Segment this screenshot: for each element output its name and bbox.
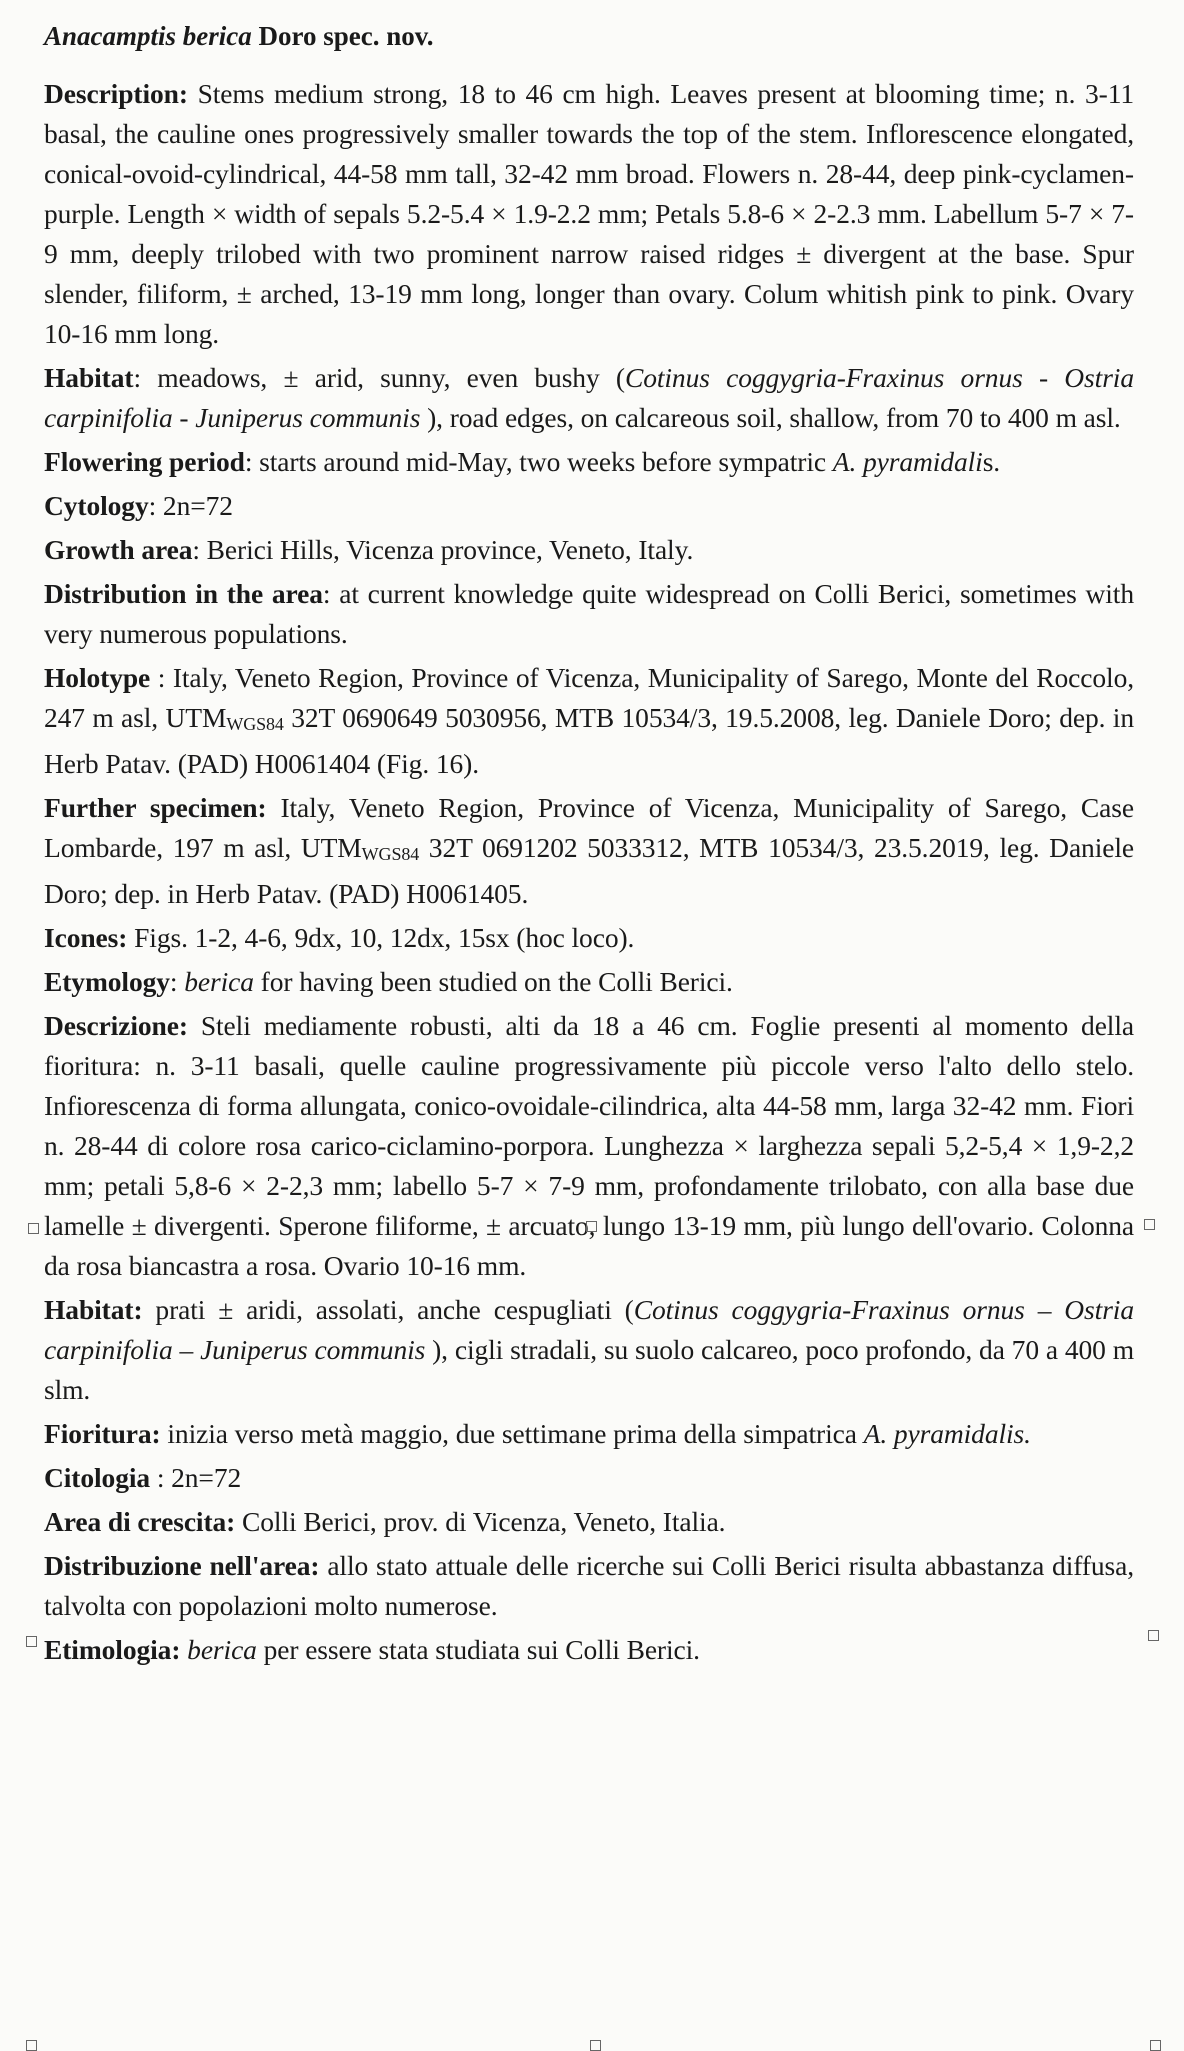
flowering-label: Flowering period <box>44 446 245 477</box>
etimologia-label: Etimologia: <box>44 1634 181 1665</box>
cytology-paragraph <box>44 486 1134 526</box>
holotype-label: Holotype <box>44 662 151 693</box>
anchor-marker <box>590 2040 601 2051</box>
anchor-marker <box>26 2040 37 2051</box>
habitat-it-text-post: ), cigli stradali, su suolo calcareo, poco profondo, da 70 a 400 m slm. <box>44 1334 1134 1405</box>
growth-area-label: Growth area <box>44 534 193 565</box>
distribuzione-label: Distribuzione nell'area: <box>44 1550 320 1581</box>
habitat-text-pre: : meadows, ± arid, sunny, even bushy ( <box>133 362 625 393</box>
etymology-text-post: for having been studied on the Colli Berici. <box>253 966 733 997</box>
distribuzione-paragraph <box>44 1546 1134 1626</box>
holotype-utm-subscript: WGS84 <box>226 714 284 734</box>
distribution-text: : at current knowledge quite widespread on Colli Berici, sometimes with very numerous populations. <box>44 578 1134 649</box>
descrizione-text: Steli mediamente robusti, alti da 18 a 46 cm. Foglie presenti al momento della fioritura: n. 3-11 basali, quelle cauline progressivamente più piccole verso l'alto dello stelo. Infiorescenza di forma allungata, conico-ovoidale-cilindrica, alta 44-58 mm, larga 32-42 mm. Fiori n. 28-44 di colore rosa carico-ciclamino-porpora. Lunghezza × larghezza sepali 5,2-5,4 × 1,9-2,2 mm; petali 5,8-6 × 2-2,3 mm; labello 5-7 × 7-9 mm, profondamente trilobato, con alla base due lamelle ± divergenti. Sperone filiforme, ± arcuato, lungo 13-19 mm, più lungo dell'ovario. Colonna da rosa biancastra a rosa. Ovario 10-16 mm. <box>44 1010 1134 1281</box>
icones-label: Icones: <box>44 922 128 953</box>
area-crescita-text: Colli Berici, prov. di Vicenza, Veneto, Italia. <box>235 1506 726 1537</box>
further-specimen-label: Further specimen: <box>44 792 267 823</box>
habitat-paragraph <box>44 358 1134 438</box>
growth-area-text: : Berici Hills, Vicenza province, Veneto, Italy. <box>192 534 694 565</box>
etimologia-text-post: per essere stata studiata sui Colli Berici. <box>256 1634 700 1665</box>
description-paragraph <box>44 74 1134 354</box>
title-species-name: Anacamptis berica <box>44 21 252 51</box>
descrizione-paragraph <box>44 1006 1134 1286</box>
holotype-text-post: 32T 0690649 5030956, MTB 10534/3, 19.5.2008, leg. Daniele Doro; dep. in Herb Patav. (PAD) H0061404 (Fig. 16). <box>44 702 1134 779</box>
habitat-it-paragraph <box>44 1290 1134 1410</box>
cytology-label: Cytology <box>44 490 149 521</box>
habitat-text-post: ), road edges, on calcareous soil, shallow, from 70 to 400 m asl. <box>420 402 1121 433</box>
citologia-text: : 2n=72 <box>150 1462 242 1493</box>
description-text: Stems medium strong, 18 to 46 cm high. Leaves present at blooming time; n. 3-11 basal, the cauline ones progressively smaller towards the top of the stem. Inflorescence elongated, conical-ovoid-cylindrical, 44-58 mm tall, 32-42 mm broad. Flowers n. 28-44, deep pink-cyclamen-purple. Length × width of sepals 5.2-5.4 × 1.9-2.2 mm; Petals 5.8-6 × 2-2.3 mm. Labellum 5-7 × 7-9 mm, deeply trilobed with two prominent narrow raised ridges ± divergent at the base. Spur slender, filiform, ± arched, 13-19 mm long, longer than ovary. Colum whitish pink to pink. Ovary 10-16 mm long. <box>44 78 1134 349</box>
cytology-text: : 2n=72 <box>148 490 233 521</box>
citologia-paragraph <box>44 1458 1134 1498</box>
growth-area-paragraph <box>44 530 1134 570</box>
distribution-label: Distribution in the area <box>44 578 323 609</box>
etimologia-word: berica <box>187 1634 257 1665</box>
etymology-label: Etymology <box>44 966 170 997</box>
holotype-paragraph <box>44 658 1134 784</box>
descrizione-label: Descrizione: <box>44 1010 188 1041</box>
species-title <box>44 16 1134 56</box>
anchor-marker <box>586 1221 597 1232</box>
further-specimen-text-pre: Italy, Veneto Region, Province of Vicenza, Municipality of Sarego, Case Lombarde, 197 m asl, UTM <box>44 792 1134 863</box>
fioritura-paragraph <box>44 1414 1134 1454</box>
habitat-species: Cotinus coggygria-Fraxinus ornus - Ostria carpinifolia - Juniperus communis <box>44 362 1134 433</box>
flowering-tail: s. <box>982 446 1001 477</box>
area-crescita-paragraph <box>44 1502 1134 1542</box>
anchor-marker <box>1150 2040 1161 2051</box>
description-label: Description: <box>44 78 188 109</box>
etimologia-paragraph <box>44 1630 1134 1670</box>
etymology-paragraph <box>44 962 1134 1002</box>
distribuzione-text: allo stato attuale delle ricerche sui Colli Berici risulta abbastanza diffusa, talvolta con popolazioni molto numerose. <box>44 1550 1134 1621</box>
holotype-text-pre: : Italy, Veneto Region, Province of Vicenza, Municipality of Sarego, Monte del Roccolo, 247 m asl, UTM <box>44 662 1134 733</box>
etymology-text-pre: : <box>169 966 185 997</box>
fioritura-label: Fioritura: <box>44 1418 161 1449</box>
habitat-it-species: Cotinus coggygria-Fraxinus ornus – Ostria carpinifolia – Juniperus communis <box>44 1294 1134 1365</box>
citologia-label: Citologia <box>44 1462 151 1493</box>
flowering-paragraph <box>44 442 1134 482</box>
flowering-species: A. pyramidali <box>832 446 983 477</box>
further-specimen-utm-subscript: WGS84 <box>361 844 420 864</box>
icones-text: Figs. 1-2, 4-6, 9dx, 10, 12dx, 15sx (hoc loco). <box>127 922 635 953</box>
fioritura-species: A. pyramidalis. <box>863 1418 1031 1449</box>
fioritura-text: inizia verso metà maggio, due settimane prima della simpatrica <box>160 1418 864 1449</box>
flowering-text: : starts around mid-May, two weeks before sympatric <box>244 446 833 477</box>
anchor-marker <box>1144 1219 1155 1230</box>
further-specimen-paragraph <box>44 788 1134 914</box>
icones-paragraph <box>44 918 1134 958</box>
anchor-marker <box>1148 1630 1159 1641</box>
etymology-word: berica <box>184 966 254 997</box>
further-specimen-text-post: 32T 0691202 5033312, MTB 10534/3, 23.5.2019, leg. Daniele Doro; dep. in Herb Patav. (PAD) H0061405. <box>44 832 1134 909</box>
anchor-marker <box>26 1636 37 1647</box>
anchor-marker <box>28 1223 39 1234</box>
distribution-paragraph <box>44 574 1134 654</box>
habitat-it-label: Habitat: <box>44 1294 143 1325</box>
title-author: Doro spec. nov. <box>251 21 434 51</box>
area-crescita-label: Area di crescita: <box>44 1506 236 1537</box>
habitat-label: Habitat <box>44 362 134 393</box>
habitat-it-text-pre: prati ± aridi, assolati, anche cespugliati ( <box>142 1294 634 1325</box>
